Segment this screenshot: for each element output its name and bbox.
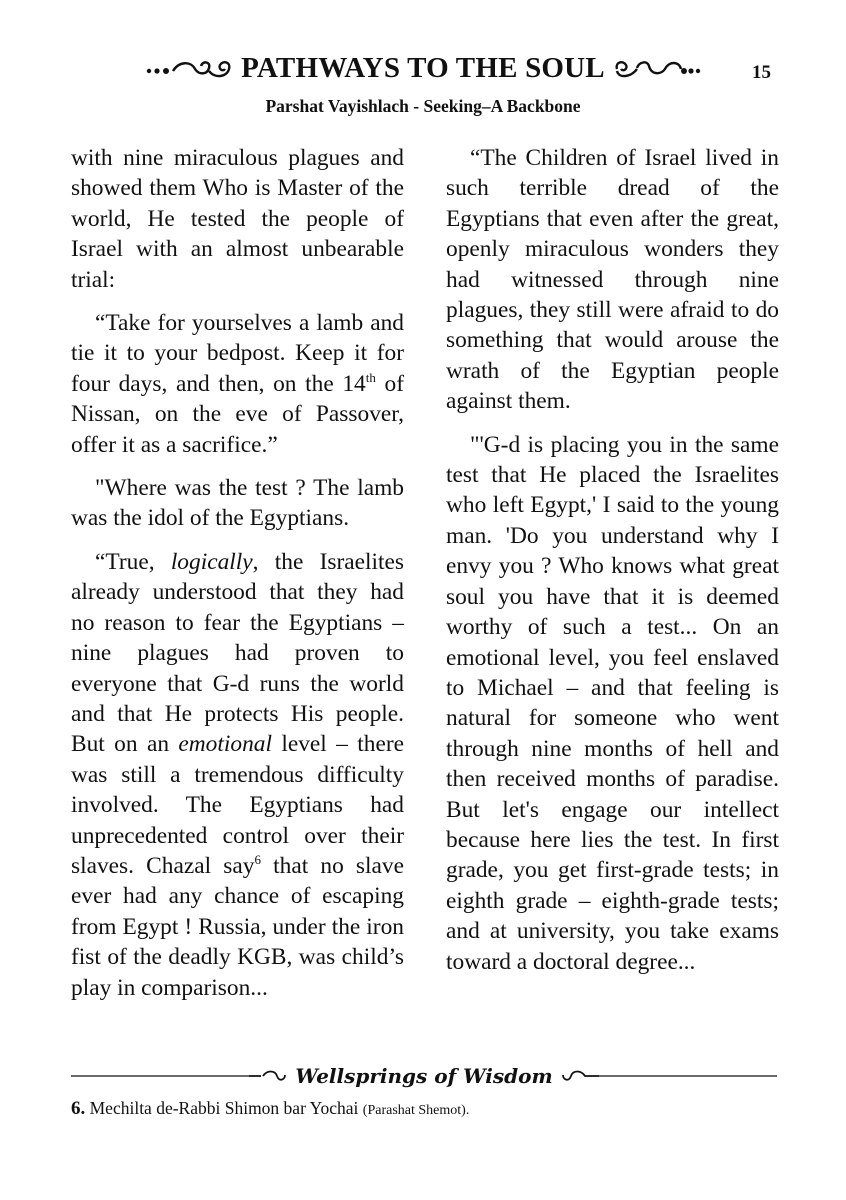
footnote-source: (Parashat Shemot). xyxy=(362,1103,470,1118)
paragraph: with nine miraculous plagues and showed them Who is Master of the world, He tested the people of Israel with an almost unbearable trial: xyxy=(71,145,404,293)
emphasis: emotional xyxy=(178,731,272,758)
footnote xyxy=(71,1098,469,1120)
page-number: 15 xyxy=(752,62,771,83)
right-column xyxy=(446,143,779,990)
footnote-number: 6. xyxy=(71,1098,86,1119)
paragraph: "Where was the test ? The lamb was the idol of the Egyptians. xyxy=(71,475,404,532)
chapter-subtitle: Parshat Vayishlach - Seeking–A Backbone xyxy=(265,96,581,116)
footnote-text: Mechilta de-Rabbi Shimon bar Yochai xyxy=(85,1098,363,1118)
footnote-ref: 6 xyxy=(254,852,261,868)
emphasis: logically xyxy=(170,548,253,575)
ordinal-suffix: th xyxy=(365,370,376,386)
left-ornament-icon xyxy=(145,55,237,81)
paragraph: “True, logically, the Israelites already understood that they had no reason to fear the Egyptians – nine plagues had proven to everyone that G-d runs the world and that He protects His people. But on an emotional level – there was still a tremendous difficulty involved. The Egyptians had unprecedented control over their slaves. Chazal say$^6$ that no slave ever had any chance of escaping from Egypt ! Russia, under the iron fist of the deadly KGB, was child’s play in comparison... xyxy=(71,548,404,1001)
right-ornament-icon xyxy=(609,55,701,81)
paragraph: “Take for yourselves a lamb and tie it to your bedpost. Keep it for four days, and then, on the 14th of Nissan, on the eve of Passover, offer it as a sacrifice.” xyxy=(71,310,404,458)
footer-divider xyxy=(71,1064,777,1090)
footer-label: Wellsprings of Wisdom xyxy=(295,1064,553,1088)
left-column xyxy=(71,143,404,1016)
title-row xyxy=(0,48,846,92)
page-header xyxy=(0,48,846,92)
running-title: PATHWAYS TO THE SOUL xyxy=(241,52,605,84)
paragraph: “The Children of Israel lived in such terrible dread of the Egyptians that even after the great, openly miraculous wonders they had witnessed through nine plagues, they still were afraid to do something that would arouse the wrath of the Egyptian people against them. xyxy=(446,145,779,415)
paragraph: "'G-d is placing you in the same test that He placed the Israelites who left Egypt,' I said to the young man. 'Do you understand why I envy you ? Who knows what great soul you have that it is deemed worthy of such a test... On an emotional level, you feel enslaved to Michael – and that feeling is natural for someone who went through nine months of hell and then received months of paradise. But let's engage our intellect because here lies the test. In first grade, you get first-grade tests; in eighth grade – eighth-grade tests; and at university, you take exams toward a doctoral degree... xyxy=(446,431,779,975)
